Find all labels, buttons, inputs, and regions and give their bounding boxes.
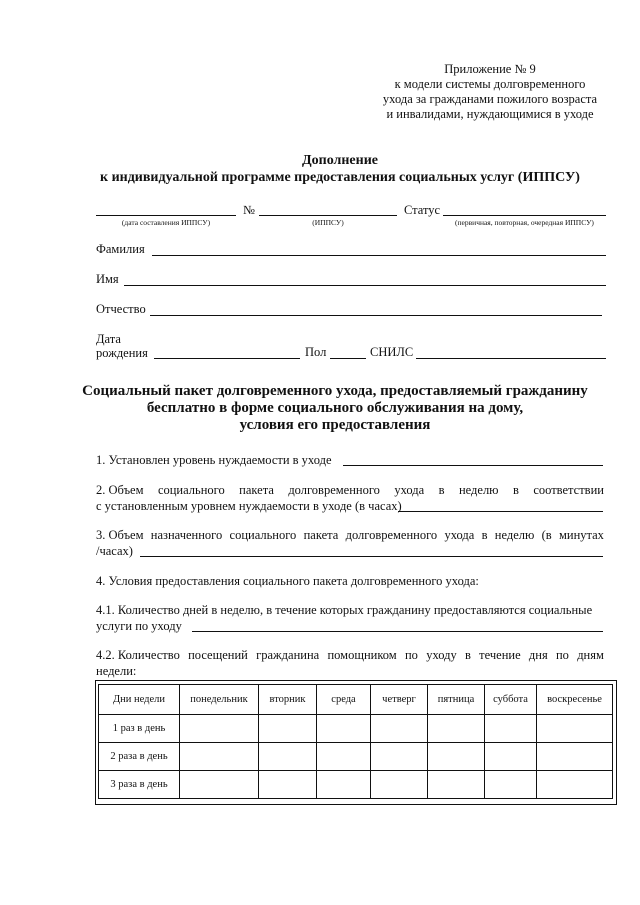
word: дням [577,648,604,662]
days-per-week-field-line[interactable] [192,631,603,632]
word: в [438,483,445,497]
item-3-text-line2: /часах) [96,544,133,558]
table-header-cell: понедельник [180,685,259,715]
word: минутах [558,528,604,542]
item-2-text-line2: с установленным уровнем нуждаемости в уходе (в часах) [96,499,402,513]
snils-field-line[interactable] [416,358,606,359]
table-cell[interactable] [537,715,613,743]
name-label: Имя [96,272,119,286]
word: уходу [426,648,457,662]
number-sign: № [243,203,255,217]
status-field-line[interactable] [443,215,606,216]
word: пакета [303,528,339,542]
word: по [404,648,418,662]
surname-label: Фамилия [96,242,145,256]
gender-field-line[interactable] [330,358,366,359]
document-subtitle: к индивидуальной программе предоставления социальных услуг (ИППСУ) [100,170,580,185]
table-cell[interactable] [537,771,613,799]
table-cell[interactable] [317,715,371,743]
appendix-line: ухода за гражданами пожилого возраста [382,92,598,106]
table-cell[interactable] [259,771,317,799]
date-field-line[interactable] [96,215,236,216]
word: в [464,648,471,662]
table-header-cell: вторник [259,685,317,715]
word: 2. Объем [96,483,144,497]
item-4-text: 4. Условия предоставления социального пакета долговременного ухода: [96,574,479,588]
appendix-line: и инвалидами, нуждающимися в уходе [386,107,594,121]
appendix-line: к модели системы долговременного [394,77,586,91]
word: посещений [188,648,248,662]
word: ухода [394,483,425,497]
word: 4.2. Количество [96,648,180,662]
section-heading-line: условия его предоставления [239,417,431,433]
birth-date-label-2: рождения [96,346,148,360]
table-cell[interactable] [485,743,537,771]
word: неделю [494,528,535,542]
snils-label: СНИЛС [370,345,414,359]
status-label: Статус [404,203,441,217]
table-header-cell: среда [317,685,371,715]
table-cell[interactable] [180,715,259,743]
table-cell[interactable] [485,771,537,799]
word: ухода [444,528,475,542]
section-heading-line: Социальный пакет долговременного ухода, предоставляемый гражданину [82,383,588,399]
surname-field-line[interactable] [152,255,606,256]
word: (в [541,528,552,542]
table-cell[interactable] [180,743,259,771]
table-row [99,771,613,799]
ippsu-caption: (ИППСУ) [312,218,344,227]
gender-label: Пол [305,345,327,359]
word: в [481,528,488,542]
item-1-text: 1. Установлен уровень нуждаемости в уходе [96,453,332,467]
table-cell[interactable] [371,743,428,771]
word: долговременного [288,483,380,497]
table-cell[interactable] [371,771,428,799]
table-cell[interactable] [317,771,371,799]
table-row-label: 2 раза в день [99,743,180,771]
birth-date-label: Дата [96,332,121,346]
table-header-cell: воскресенье [537,685,613,715]
table-header-cell: пятница [428,685,485,715]
section-heading [60,383,610,434]
table-row [99,743,613,771]
visits-table [98,684,613,799]
table-header-cell: Дни недели [99,685,180,715]
appendix-line: Приложение № 9 [444,62,536,76]
item-4-2-text-line2: недели: [96,664,137,678]
table-cell[interactable] [259,715,317,743]
word: долговременного [345,528,438,542]
word: дня [528,648,548,662]
birth-date-field-line[interactable] [154,358,300,359]
word: пакета [239,483,274,497]
table-cell[interactable] [317,743,371,771]
table-cell[interactable] [180,771,259,799]
table-row [99,715,613,743]
word: гражданина [256,648,320,662]
table-row-label: 3 раза в день [99,771,180,799]
table-header-cell: суббота [485,685,537,715]
table-row-label: 1 раз в день [99,715,180,743]
table-cell[interactable] [485,715,537,743]
table-cell[interactable] [259,743,317,771]
item-3-text-line1 [96,528,604,543]
document-title: Дополнение [302,153,378,168]
word: 3. Объем [96,528,144,542]
patronymic-label: Отчество [96,302,146,316]
date-caption: (дата составления ИППСУ) [121,218,211,227]
word: назначенного [150,528,223,542]
care-level-field-line[interactable] [343,465,603,466]
package-volume-field-line[interactable] [398,511,603,512]
table-cell[interactable] [428,771,485,799]
item-2-text-line1 [96,483,604,498]
word: социального [229,528,297,542]
word: неделю [458,483,499,497]
item-4-1-text-line2: услуги по уходу [96,619,182,633]
name-field-line[interactable] [124,285,606,286]
table-cell[interactable] [371,715,428,743]
word: социального [157,483,225,497]
table-cell[interactable] [428,743,485,771]
word: течение [479,648,521,662]
word: соответствии [533,483,604,497]
appendix-note [370,62,610,122]
section-heading-line: бесплатно в форме социального обслуживания на дому, [146,400,524,416]
word: в [512,483,519,497]
word: помощником [327,648,397,662]
status-caption: (первичная, повторная, очередная ИППСУ) [455,218,594,227]
word: по [555,648,569,662]
table-cell[interactable] [428,715,485,743]
assigned-volume-field-line[interactable] [140,556,603,557]
patronymic-field-line[interactable] [150,315,602,316]
ippsu-number-field-line[interactable] [259,215,397,216]
table-header-cell: четверг [371,685,428,715]
item-4-1-text-line1: 4.1. Количество дней в неделю, в течение которых гражданину предоставляются социальные [96,603,593,617]
table-cell[interactable] [537,743,613,771]
item-4-2-text-line1 [96,648,604,663]
table-header-row [99,685,613,715]
